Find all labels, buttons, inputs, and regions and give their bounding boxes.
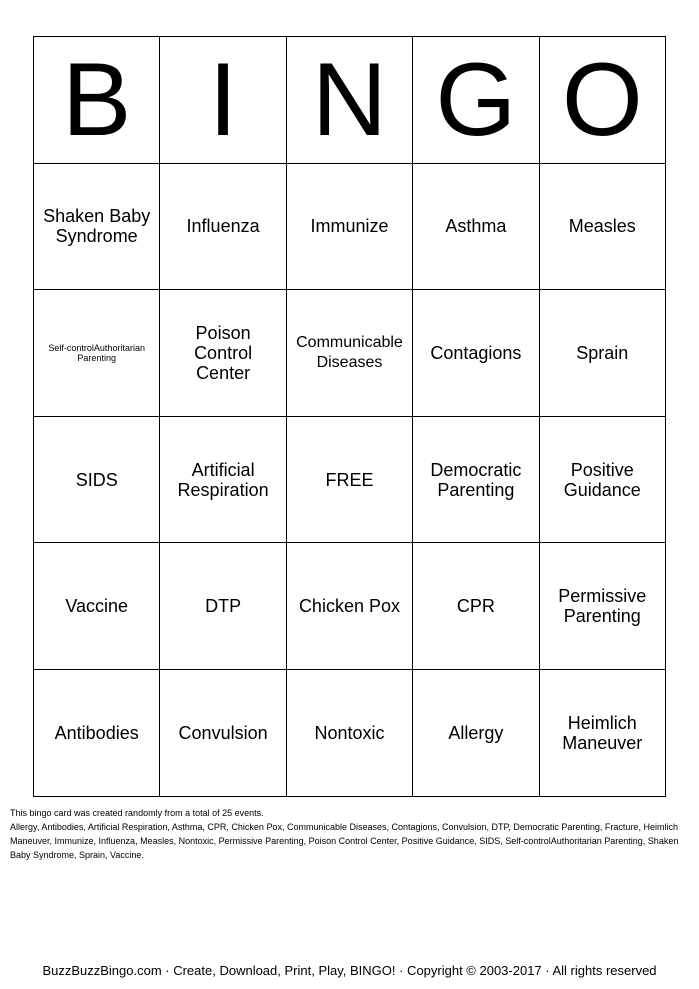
grid-cell — [286, 290, 412, 417]
copyright-footer: BuzzBuzzBingo.com · Create, Download, Print, Play, BINGO! · Copyright © 2003-2017 · All rights reserved — [42, 963, 657, 978]
grid-cell — [413, 290, 539, 417]
cell-label: Self-controlAuthoritarian Parenting — [48, 342, 145, 363]
header-letter-i: I — [160, 37, 286, 164]
header-letter-n: N — [286, 37, 412, 164]
cell-label: CPR — [456, 596, 495, 617]
grid-cell — [160, 163, 286, 290]
header-letter-g: G — [413, 37, 539, 164]
cell-label: Influenza — [186, 216, 260, 237]
grid-cell — [34, 543, 160, 670]
grid-cell — [34, 290, 160, 417]
cell-label: SIDS — [75, 469, 118, 490]
cell-label: Heimlich Maneuver — [562, 712, 643, 753]
grid-row — [34, 543, 666, 670]
header-row — [34, 37, 666, 164]
grid-cell — [34, 416, 160, 543]
cell-label: Chicken Pox — [298, 596, 400, 617]
events-list: Allergy, Antibodies, Artificial Respiration, Asthma, CPR, Chicken Pox, Communicable Diseases, Contagions, Convulsion, DTP, Democratic Parenting, Fracture, Heimlich Maneuver, Immunize, Influenza, Measles, Nontoxic, Permissive Parenting, Poison Control Center, Positive Guidance, SIDS, Self-controlAuthoritarian Parenting, Shaken Baby Syndrome, Sprain, Vaccine. — [10, 822, 679, 860]
cell-label: Measles — [568, 216, 636, 237]
cell-label: Democratic Parenting — [430, 459, 522, 500]
grid-cell — [286, 163, 412, 290]
grid-cell — [286, 543, 412, 670]
grid-cell — [539, 543, 665, 670]
header-letter-o: O — [539, 37, 665, 164]
cell-label: Immunize — [310, 216, 389, 237]
cell-label: Convulsion — [178, 722, 268, 743]
grid-cell — [539, 416, 665, 543]
grid-cell — [160, 290, 286, 417]
cell-label: Poison Control Center — [194, 322, 253, 383]
grid-row — [34, 290, 666, 417]
grid-cell — [539, 163, 665, 290]
cell-label: Contagions — [430, 342, 522, 363]
cell-label: Allergy — [448, 722, 504, 743]
cell-label: Nontoxic — [314, 722, 385, 743]
cell-label: Sprain — [576, 342, 629, 363]
grid-cell — [413, 669, 539, 796]
cell-label: Artificial Respiration — [177, 459, 269, 500]
bingo-card — [33, 36, 666, 797]
cell-label: Permissive Parenting — [558, 586, 647, 627]
grid-cell — [413, 416, 539, 543]
card-info — [10, 806, 685, 862]
free-space-cell — [286, 416, 412, 543]
grid-row — [34, 669, 666, 796]
grid-cell — [160, 669, 286, 796]
cell-label: Positive Guidance — [563, 459, 641, 500]
header-letter-b: B — [34, 37, 160, 164]
grid-row — [34, 163, 666, 290]
grid-cell — [160, 543, 286, 670]
cell-label: Vaccine — [65, 596, 129, 617]
cell-label: DTP — [205, 596, 242, 617]
grid-cell — [413, 163, 539, 290]
free-space-label: FREE — [325, 469, 374, 490]
grid-cell — [34, 669, 160, 796]
cell-label: Asthma — [445, 216, 507, 237]
grid-cell — [539, 290, 665, 417]
cell-label: Communicable Diseases — [296, 333, 403, 371]
cell-label: Shaken Baby Syndrome — [43, 206, 151, 247]
created-note: This bingo card was created randomly from a total of 25 events. — [10, 808, 264, 818]
grid-cell — [286, 669, 412, 796]
grid-cell — [160, 416, 286, 543]
grid-row — [34, 416, 666, 543]
grid-cell — [413, 543, 539, 670]
grid-cell — [539, 669, 665, 796]
grid-cell — [34, 163, 160, 290]
cell-label: Antibodies — [54, 722, 139, 743]
